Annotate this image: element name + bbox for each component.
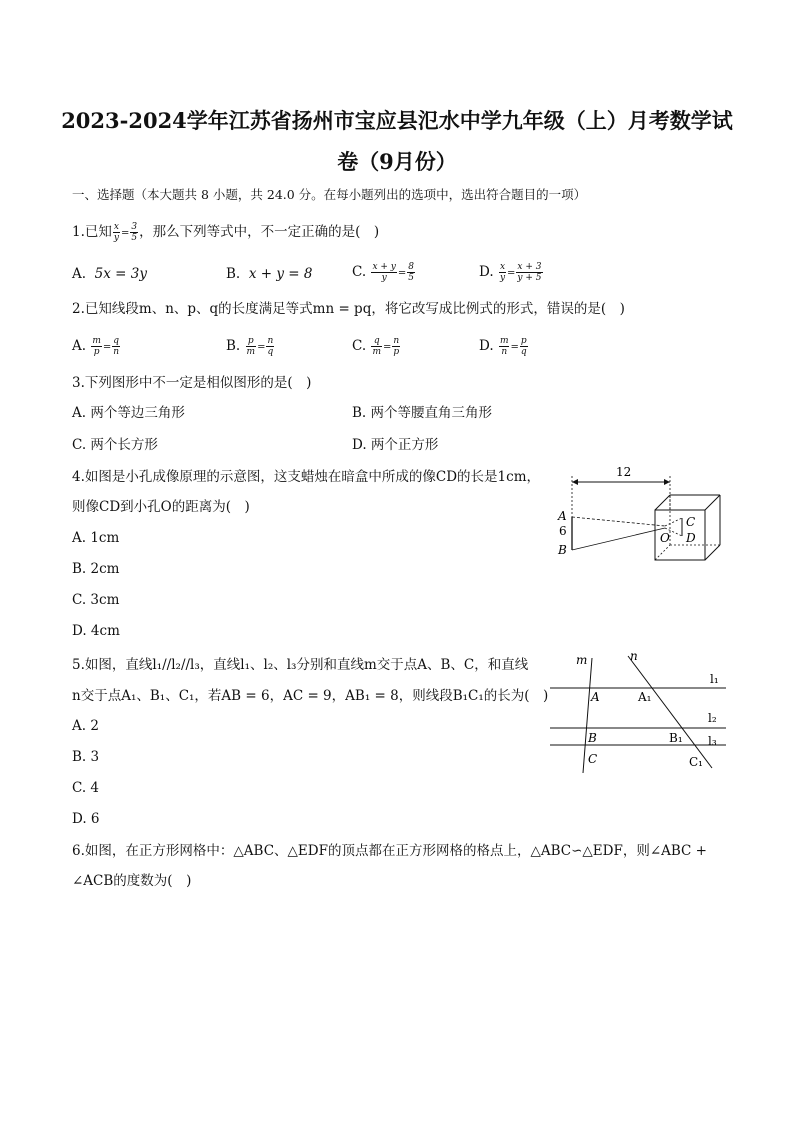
option-c: C. 3cm	[72, 592, 120, 608]
svg-text:B: B	[558, 543, 567, 557]
option-a: A. 1cm	[72, 530, 120, 546]
svg-text:A: A	[591, 690, 600, 704]
svg-text:C₁: C₁	[689, 755, 703, 769]
option-b: B. $\frac{p}{m}$ = $\frac{n}{q}$	[226, 336, 274, 357]
question-4-line1: 4.如图是小孔成像原理的示意图，这支蜡烛在暗盒中所成的像CD的长是1cm，	[72, 469, 540, 485]
question-number: 1.	[72, 224, 85, 240]
question-5-line2: n交于点A₁、B₁、C₁，若AB = 6，AC = 9，AB₁ = 8，则线段B₁C₁的长为( )	[72, 688, 549, 704]
page-title-line1: 2023-2024学年江苏省扬州市宝应县氾水中学九年级（上）月考数学试	[61, 108, 733, 133]
question-6-line1: 6.如图，在正方形网格中：△ABC、△EDF的顶点都在正方形网格的格点上，△ABC∽△EDF，则∠ABC +	[72, 843, 707, 859]
question-4-line2: 则像CD到小孔O的距离为( )	[72, 499, 250, 515]
svg-text:O: O	[660, 531, 670, 545]
question-5-line1: 5.如图，直线l₁//l₂//l₃，直线l₁、l₂、l₃分别和直线m交于点A、B、C，和直线	[72, 657, 529, 673]
svg-text:D: D	[686, 531, 696, 545]
svg-text:C: C	[686, 515, 696, 529]
option-c: C. $\frac{x + y}{y}$ = $\frac{8}{5}$	[352, 262, 414, 283]
svg-text:A₁: A₁	[638, 690, 652, 704]
option-c: C. $\frac{q}{m}$ = $\frac{n}{p}$	[352, 336, 400, 357]
svg-text:m: m	[576, 653, 588, 667]
question-6-line2: ∠ACB的度数为( )	[72, 873, 192, 889]
option-b: B. 3	[72, 749, 100, 765]
pinhole-figure	[550, 462, 730, 562]
question-text: ，那么下列等式中，不一定正确的是( )	[139, 224, 380, 240]
option-d: D. $\frac{m}{n}$ = $\frac{p}{q}$	[479, 336, 527, 357]
svg-text:n: n	[630, 649, 638, 663]
option-a: A. $\frac{m}{p}$ = $\frac{q}{n}$	[72, 336, 120, 357]
distance-label: 12	[616, 465, 632, 479]
option-a: A. 两个等边三角形	[72, 405, 185, 421]
option-d: D. 6	[72, 811, 100, 827]
option-b: B. x + y = 8	[226, 266, 313, 282]
svg-text:A: A	[558, 509, 567, 523]
option-b: B. 2cm	[72, 561, 120, 577]
svg-text:l₁: l₁	[710, 672, 719, 686]
parallel-lines-figure	[546, 648, 731, 773]
question-3: 3.下列图形中不一定是相似图形的是( )	[72, 375, 312, 391]
option-b: B. 两个等腰直角三角形	[352, 405, 493, 421]
option-d: D. 两个正方形	[352, 437, 439, 453]
fraction: $\frac{x}{y}$	[113, 222, 119, 243]
option-a: A. 2	[72, 718, 99, 734]
svg-text:6: 6	[559, 524, 567, 538]
question-text: 已知	[84, 224, 112, 240]
option-a: A. 5x = 3y	[72, 266, 147, 282]
svg-text:l₃: l₃	[708, 734, 717, 748]
option-c: C. 4	[72, 780, 100, 796]
fraction: $\frac{3}{5}$	[131, 222, 138, 243]
option-d: D. 4cm	[72, 623, 120, 639]
svg-text:C: C	[588, 752, 598, 766]
question-2: 2.已知线段m、n、p、q的长度满足等式mn = pq，将它改写成比例式的形式，错误的是( )	[72, 301, 625, 317]
svg-text:l₂: l₂	[708, 711, 717, 725]
section-heading: 一、选择题（本大题共 8 小题，共 24.0 分。在每小题列出的选项中，选出符合题目的一项）	[72, 187, 587, 202]
svg-text:B₁: B₁	[669, 731, 683, 745]
page-title-line2: 卷（9月份）	[337, 149, 457, 174]
svg-text:B: B	[588, 731, 597, 745]
question-1: 1.已知 $\frac{x}{y}$ = $\frac{3}{5}$ ，那么下列等式中，不一定正确的是( )	[72, 222, 380, 243]
option-c: C. 两个长方形	[72, 437, 158, 453]
option-d: D. $\frac{x}{y}$ = $\frac{x + 3}{y + 5}$	[479, 262, 542, 283]
